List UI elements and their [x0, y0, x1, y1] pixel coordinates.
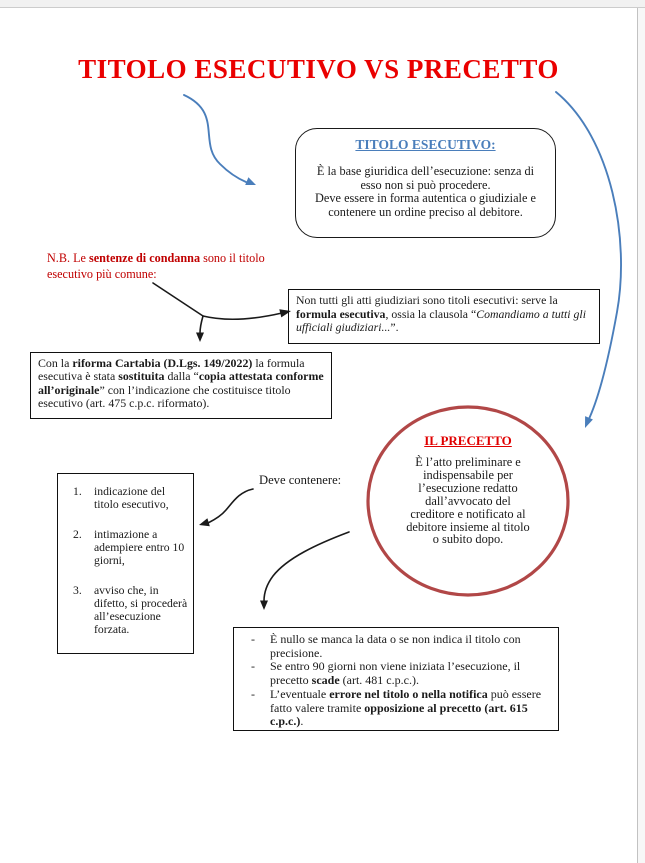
precetto-line: creditore e notificato al [410, 506, 526, 521]
curved-arrow-to-rules-box [260, 532, 349, 610]
rule-item [247, 633, 552, 660]
titolo-esecutivo-heading: TITOLO ESECUTIVO: [355, 137, 496, 152]
cartabia-text: Con la [38, 356, 73, 370]
blue-curved-arrow-to-precetto-circle [556, 92, 621, 428]
rule-seg: . [300, 714, 304, 729]
precetto-line: o subito dopo. [432, 532, 504, 547]
requirement-number: 2. [73, 528, 82, 541]
nb-note-bold: sentenze di condanna [88, 251, 201, 265]
requirement-text: intimazione a adempiere entro 10 giorni, [94, 528, 185, 567]
page-title: TITOLO ESECUTIVO VS PRECETTO [78, 54, 559, 84]
precetto-description [383, 456, 553, 546]
formula-text: Non tutti gli atti giudiziari sono titoli esecutivi: serve la [296, 293, 558, 307]
curved-arrow-to-requirements-box [199, 489, 253, 526]
requirement-item [73, 528, 190, 567]
cartabia-bold: sostituita [118, 369, 165, 384]
cartabia-bold: riforma Cartabia (D.Lgs. 149/2022) [72, 356, 253, 370]
formula-text: , ossia la clausola “ [385, 306, 477, 321]
riforma-cartabia-box [30, 352, 332, 419]
formula-italic: Comandiamo a tutti gli ufficiali giudiziari... [296, 306, 586, 335]
rule-seg: È nullo se manca la data o se non indica il titolo con precisione. [270, 632, 521, 660]
cartabia-text: ” con l’indicazione che costituisce titolo esecutivo (art. 475 c.p.c. riformato). [38, 382, 291, 411]
viewer-top-edge [0, 0, 645, 8]
viewer-right-edge [637, 8, 645, 863]
requirement-number: 3. [73, 584, 82, 597]
rule-bold: opposizione al precetto (art. 615 c.p.c.) [270, 700, 528, 729]
requirement-item [73, 584, 190, 636]
rule-text [270, 633, 552, 660]
rule-seg: L’eventuale [270, 686, 330, 701]
fork-arrow-from-nb-note [153, 283, 291, 342]
rule-seg: può essere fatto valere tramite [270, 686, 542, 715]
precetto-line: debitore insieme al titolo [406, 519, 530, 534]
requirement-item [73, 485, 190, 511]
formula-text: ”. [390, 320, 399, 335]
deve-contenere-label: Deve contenere: [259, 473, 342, 487]
rule-text [270, 688, 552, 729]
cartabia-bold: copia attestata conforme all’originale [38, 369, 324, 397]
rule-bold: scade [311, 673, 340, 688]
nb-note-text: sono il titolo esecutivo più comune: [47, 251, 265, 281]
rule-seg: (art. 481 c.p.c.). [339, 673, 419, 688]
rule-seg: Se entro 90 giorni non viene iniziata l’esecuzione, il precetto [270, 659, 521, 688]
titolo-esecutivo-line: È la base giuridica dell’esecuzione: senza di [316, 164, 535, 178]
requirement-number: 1. [73, 485, 82, 498]
blue-curved-arrow-to-titolo-box [184, 95, 256, 185]
precetto-line: dall’avvocato del [425, 493, 511, 508]
bullet-dash: - [251, 632, 255, 646]
requirement-text: avviso che, in difetto, si procederà all’esecuzione forzata. [94, 584, 188, 636]
bullet-dash: - [251, 686, 255, 701]
rule-bold: errore nel titolo o nella notifica [329, 686, 488, 701]
formula-bold: formula esecutiva [296, 306, 386, 321]
rule-item [247, 688, 552, 729]
titolo-esecutivo-box [295, 128, 556, 238]
requirement-text: indicazione del titolo esecutivo, [94, 485, 169, 511]
titolo-esecutivo-line: esso non si può procedere. [360, 177, 491, 192]
precetto-line: indispensabile per [423, 467, 513, 482]
cartabia-text: la formula esecutiva è stata [38, 356, 305, 384]
precetto-line: l’esecuzione redatto [418, 480, 518, 495]
titolo-esecutivo-line: contenere un ordine preciso al debitore. [328, 204, 523, 219]
cartabia-text: dalla “ [164, 369, 199, 384]
precetto-heading: IL PRECETTO [424, 433, 512, 448]
formula-esecutiva-box [288, 289, 600, 344]
requirements-box [57, 473, 194, 654]
rule-text [270, 660, 552, 687]
nb-note [47, 251, 285, 282]
titolo-esecutivo-line: Deve essere in forma autentica o giudiziale e [315, 191, 536, 206]
nb-note-text: N.B. Le [47, 251, 89, 265]
precetto-line: È l’atto preliminare e [415, 455, 521, 469]
precetto-rules-box [233, 627, 559, 731]
bullet-dash: - [251, 659, 255, 674]
rule-item [247, 660, 552, 687]
